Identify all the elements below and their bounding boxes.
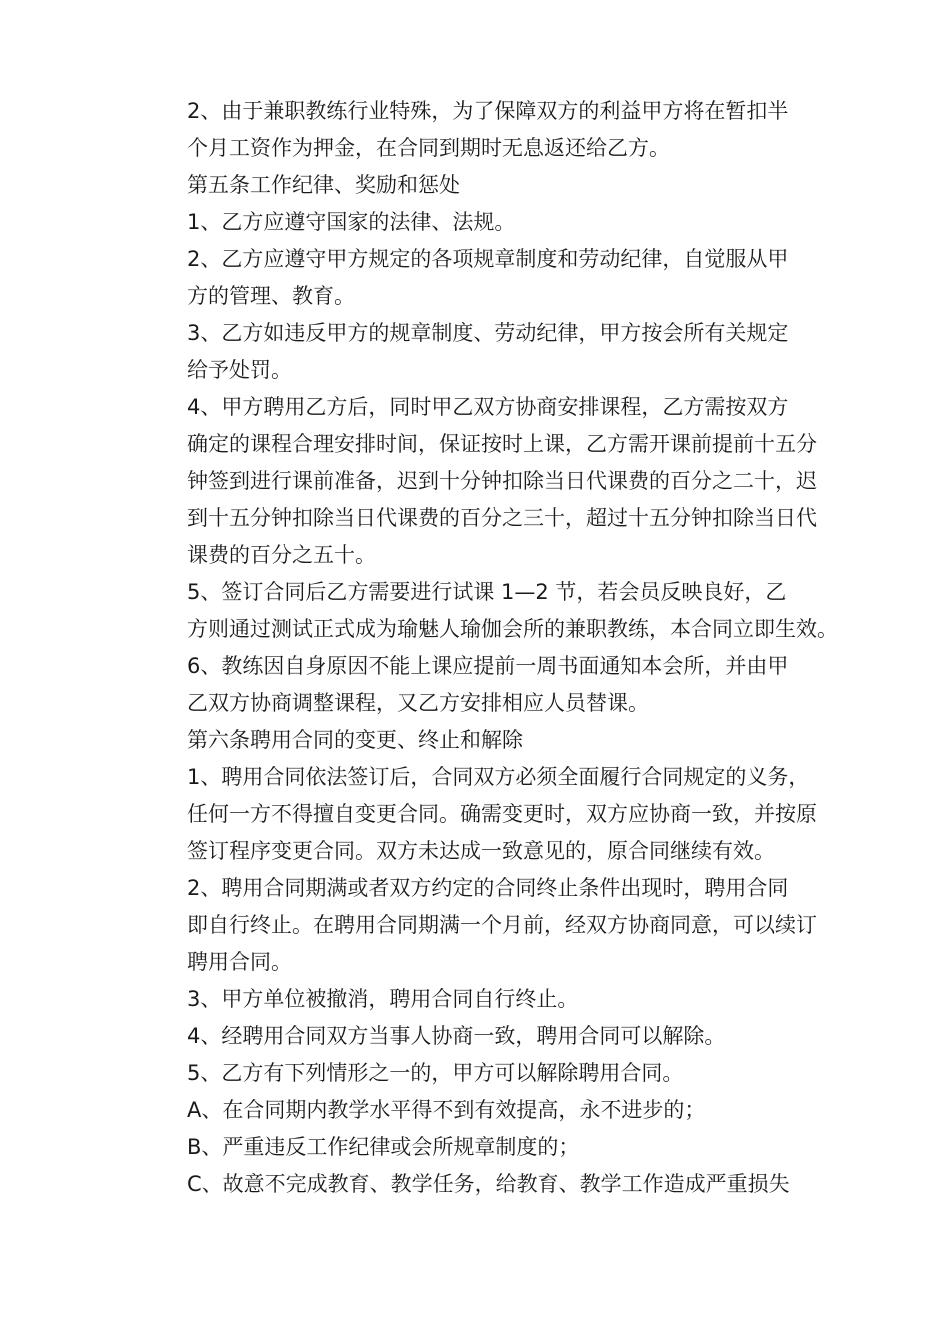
paragraph-line: 第六条聘用合同的变更、终止和解除 [187, 728, 523, 752]
paragraph [144, 167, 809, 204]
paragraph-line: 5、签订合同后乙方需要进行试课 1—2 节，若会员反映良好，乙 [187, 580, 787, 604]
paragraph [144, 981, 809, 1018]
paragraph-line: 给予处罚。 [187, 358, 292, 382]
paragraph-line: 课费的百分之五十。 [187, 543, 376, 567]
paragraph [144, 315, 809, 389]
paragraph [144, 1018, 809, 1055]
paragraph-line: C、故意不完成教育、教学任务，给教育、教学工作造成严重损失 [187, 1172, 790, 1196]
paragraph-line: 1、乙方应遵守国家的法律、法规。 [187, 210, 516, 234]
paragraph-line: 聘用合同。 [187, 950, 292, 974]
paragraph-line: 乙双方协商调整课程，又乙方安排相应人员替课。 [187, 691, 649, 715]
paragraph-line: 即自行终止。在聘用合同期满一个月前，经双方协商同意，可以续订 [187, 913, 817, 937]
paragraph-line: 签订程序变更合同。双方未达成一致意见的，原合同继续有效。 [187, 839, 775, 863]
paragraph [144, 93, 809, 167]
document-body [144, 93, 838, 1203]
paragraph-line: 任何一方不得擅自变更合同。确需变更时，双方应协商一致，并按原 [187, 802, 817, 826]
paragraph-line: 钟签到进行课前准备，迟到十分钟扣除当日代课费的百分之二十，迟 [187, 469, 817, 493]
paragraph [144, 574, 838, 648]
paragraph-line: 方则通过测试正式成为瑜魅人瑜伽会所的兼职教练，本合同立即生效。 [187, 617, 838, 641]
paragraph-line: 2、乙方应遵守甲方规定的各项规章制度和劳动纪律，自觉服从甲 [187, 247, 789, 271]
paragraph-line: 1、聘用合同依法签订后，合同双方必须全面履行合同规定的义务， [187, 765, 810, 789]
paragraph [144, 870, 817, 981]
paragraph [144, 648, 809, 722]
paragraph-line: 到十五分钟扣除当日代课费的百分之三十，超过十五分钟扣除当日代 [187, 506, 817, 530]
paragraph-line: A、在合同期内教学水平得不到有效提高，永不进步的； [187, 1098, 706, 1122]
paragraph [144, 241, 809, 315]
paragraph-line: 个月工资作为押金，在合同到期时无息返还给乙方。 [187, 136, 670, 160]
paragraph-line: 6、教练因自身原因不能上课应提前一周书面通知本会所，并由甲 [187, 654, 789, 678]
paragraph [144, 1166, 809, 1203]
paragraph [144, 1092, 809, 1129]
paragraph-line: B、严重违反工作纪律或会所规章制度的； [187, 1135, 580, 1159]
paragraph-line: 2、由于兼职教练行业特殊，为了保障双方的利益甲方将在暂扣半 [187, 99, 789, 123]
paragraph-line: 4、甲方聘用乙方后，同时甲乙双方协商安排课程，乙方需按双方 [187, 395, 789, 419]
paragraph-line: 3、乙方如违反甲方的规章制度、劳动纪律，甲方按会所有关规定 [187, 321, 789, 345]
paragraph [144, 1055, 809, 1092]
paragraph-line: 4、经聘用合同双方当事人协商一致，聘用合同可以解除。 [187, 1024, 726, 1048]
paragraph-line: 确定的课程合理安排时间，保证按时上课，乙方需开课前提前十五分 [187, 432, 817, 456]
paragraph-line: 2、聘用合同期满或者双方约定的合同终止条件出现时，聘用合同 [187, 876, 789, 900]
paragraph [144, 389, 817, 574]
paragraph [144, 759, 817, 870]
paragraph-line: 第五条工作纪律、奖励和惩处 [187, 173, 460, 197]
paragraph [144, 204, 809, 241]
paragraph [144, 722, 809, 759]
paragraph-line: 3、甲方单位被撤消，聘用合同自行终止。 [187, 987, 579, 1011]
paragraph-line: 方的管理、教育。 [187, 284, 355, 308]
paragraph-line: 5、乙方有下列情形之一的，甲方可以解除聘用合同。 [187, 1061, 684, 1085]
paragraph [144, 1129, 809, 1166]
